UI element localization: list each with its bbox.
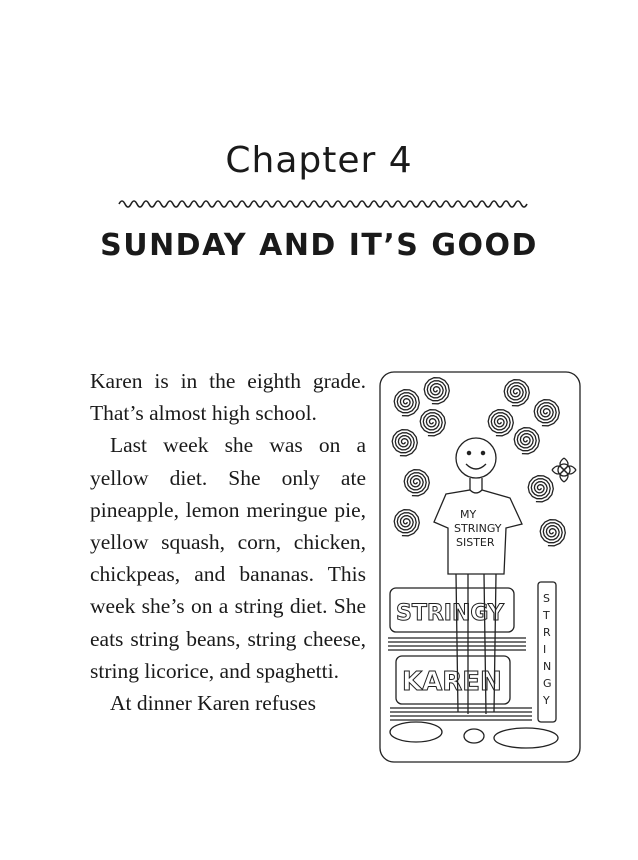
girl-face — [456, 438, 496, 478]
right-eye — [481, 451, 484, 454]
vertical-letter: T — [543, 609, 550, 622]
shirt-text-line2: STRINGY — [454, 522, 502, 535]
swirl — [534, 400, 559, 426]
vertical-letter: G — [543, 677, 552, 690]
swirl — [420, 410, 445, 436]
swirl — [528, 476, 553, 502]
paragraph: Last week she was on a yellow diet. She only ate pineapple, lemon meringue pie, yellow squash, corn, chicken, chickpeas, and bananas. This week she’s on a string diet. She eats string beans, string cheese, string licorice, and spaghetti. — [90, 433, 366, 683]
swirl — [394, 510, 419, 536]
swirl — [488, 410, 513, 436]
swirl — [394, 390, 419, 416]
smile — [466, 464, 486, 469]
left-shoe — [390, 722, 442, 742]
vertical-stringy-word — [542, 592, 552, 707]
vertical-letter: I — [543, 643, 547, 656]
chapter-title: SUNDAY AND IT’S GOOD — [100, 228, 538, 263]
vertical-letter: S — [543, 592, 550, 605]
shirt-text-line1: MY — [460, 508, 477, 521]
neck — [470, 478, 482, 490]
karen-word: KAREN — [402, 667, 502, 697]
swirl — [514, 428, 539, 454]
decorative-squiggle-divider — [117, 196, 531, 212]
paragraph: At dinner Karen refuses — [110, 691, 316, 716]
swirl — [404, 470, 429, 496]
swirl — [392, 430, 417, 456]
stringy-word: STRINGY — [396, 601, 504, 626]
swirl — [540, 520, 565, 546]
right-shoe — [494, 728, 558, 748]
paragraph: Karen is in the eighth grade. That’s almost high school. — [90, 369, 366, 426]
swirl — [424, 378, 449, 404]
small-animal-icon — [464, 729, 484, 743]
shirt-text-line3: SISTER — [456, 536, 495, 549]
vertical-letter: Y — [543, 694, 550, 707]
chapter-label: Chapter 4 — [225, 140, 413, 181]
swirl — [504, 380, 529, 406]
left-eye — [467, 451, 470, 454]
chapter-body-text — [90, 365, 366, 719]
stringy-sister-illustration — [376, 362, 588, 770]
vertical-letter: R — [543, 626, 551, 639]
swirl-hair — [392, 378, 565, 546]
vertical-letter: N — [543, 660, 552, 673]
